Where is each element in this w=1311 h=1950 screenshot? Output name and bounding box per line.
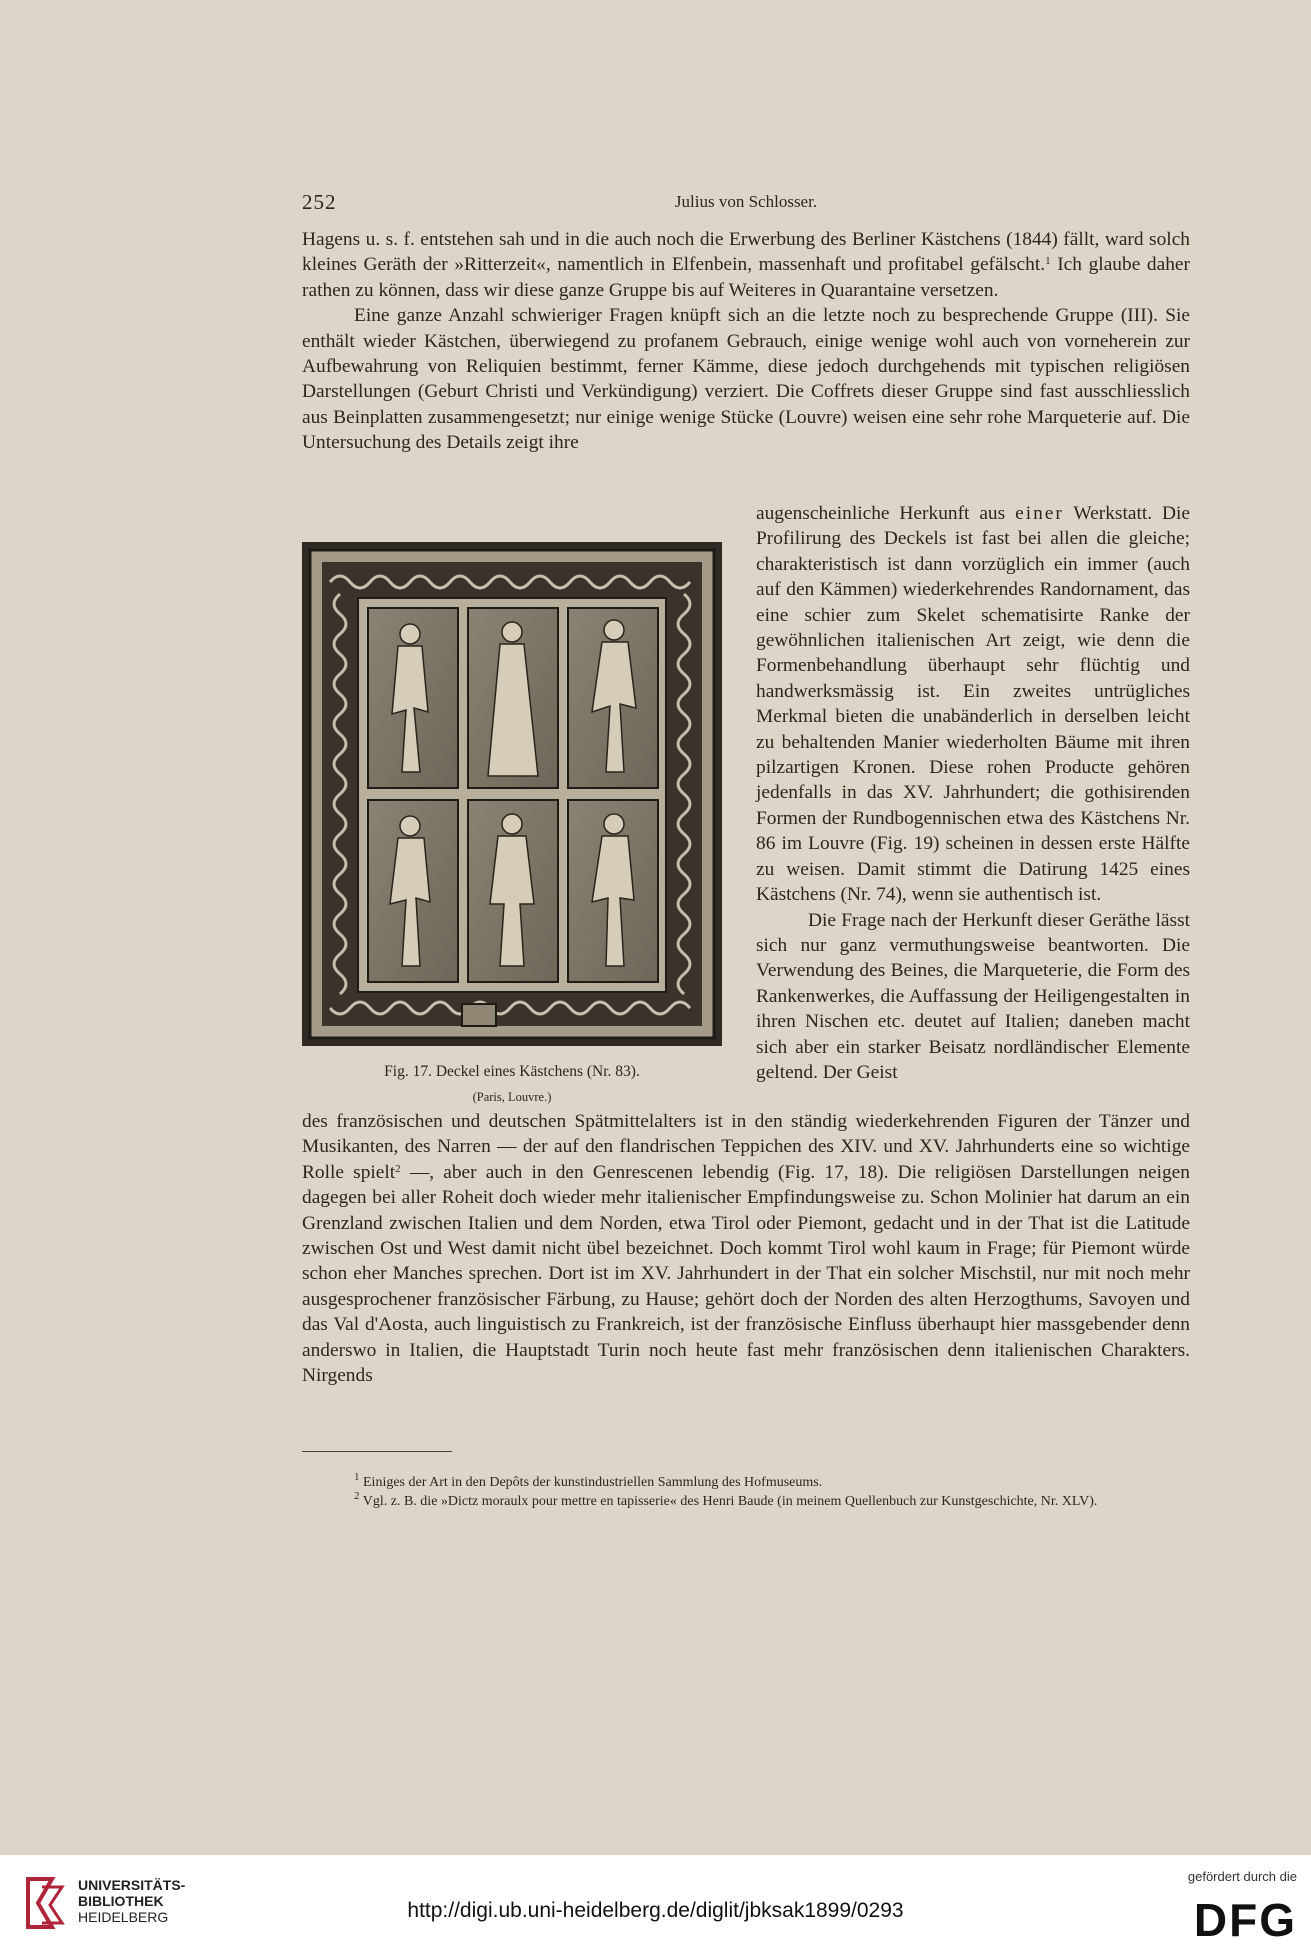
wrapped-paragraph-1: augenscheinliche Herkunft aus einer Werkstatt. Die Profilirung des Deckels ist fast bei allen die gleiche; charakteristisch ist dann vorzüglich ein immer (auch auf den Kämmen) wiederkehrendes Randornament, das eine schier zum Skelet schematisirte Ranke der gewöhnlichen italienischen Art zeigt, wie denn die Formenbehandlung überhaupt sehr flüchtig und handwerksmässig ist. Ein zweites untrügliches Merkmal bieten die unabänderlich in derselben leicht zu behaltenden Manier wiederholten Bäume mit ihren pilzartigen Kronen. Diese rohen Producte gehören jedenfalls in das XV. Jahrhundert; die gothisirenden Formen der Rundbogennischen etwa des Kästchens Nr. 86 im Louvre (Fig. 19) scheinen in dessen erste Hälfte zu weisen. Damit stimmt die Datirung 1425 eines Kästchens (Nr. 74), wenn sie authentisch ist.	[756, 503, 1190, 906]
figure-17	[302, 542, 722, 1106]
footnote-2: $^2$ Vgl. z. B. die »Dictz moraulx pour mettre en tapisserie« des Henri Baude (in meinem Quellenbuch zur Kunstgeschichte, Nr. XLV).	[354, 1490, 1098, 1509]
footnote-rule	[302, 1451, 452, 1452]
emphasis-einer: einer	[1015, 503, 1064, 524]
paragraph-1: Hagens u. s. f. entstehen sah und in die auch noch die Erwerbung des Berliner Kästchens (1844) fällt, ward solch kleines Geräth der »Ritterzeit«, namentlich in Elfenbein, massenhaft und profitabel gefälscht.$^1$ Ich glaube daher rathen zu können, dass wir diese ganze Gruppe bis auf Weiteres in Quarantaine versetzen.	[302, 229, 1190, 301]
page-number: 252	[302, 190, 337, 214]
permalink-url[interactable]: http://digi.ub.uni-heidelberg.de/diglit/jbksak1899/0293	[407, 1899, 904, 1922]
footnote-ref-2: 2	[395, 1162, 401, 1175]
paragraph-2: Eine ganze Anzahl schwieriger Fragen knüpft sich an die letzte noch zu besprechende Gruppe (III). Sie enthält wieder Kästchen, überwiegend zu profanem Gebrauch, einige wenige wohl auch von vorneherein zur Aufbewahrung von Reliquien bestimmt, ferner Kämme, diese jedoch durchgehends mit typischen religiösen Darstellungen (Geburt Christi und Verkündigung) verziert. Die Coffrets dieser Gruppe sind fast ausschliesslich aus Beinplatten zusammengesetzt; nur einige wenige Stücke (Louvre) weisen eine sehr rohe Marqueterie auf. Die Untersuchung des Details zeigt ihre	[302, 305, 1190, 454]
paragraph-3: des französischen und deutschen Spätmittelalters ist in den ständig wiederkehrenden Figuren der Tänzer und Musikanten, des Narren — der auf den flandrischen Teppichen des XIV. und XV. Jahrhunderts eine so wichtige Rolle spielt$^2$ —, aber auch in den Genrescenen lebendig (Fig. 17, 18). Die religiösen Darstellungen neigen dagegen bei aller Roheit doch wieder mehr italienischer Empfindungsweise zu. Schon Molinier hat darum an ein Grenzland zwischen Italien und dem Norden, etwa Tirol oder Piemont, gedacht und in der That ist die Latitude zwischen Ost und West damit nicht übel bezeichnet. Doch kommt Tirol wohl kaum in Frage; für Piemont würde schon eher Manches sprechen. Dort ist im XV. Jahrhundert in der That ein solcher Mischstil, nur mit noch mehr ausgesprochener französischer Färbung, zu Hause; gehört doch der Norden des alten Herzogthums, Savoyen und das Val d'Aosta, auch linguistisch zu Frankreich, ist der französische Einfluss überhaupt hier massgebender denn anderswo in Italien, die Hauptstadt Turin noch heute fast mehr französischen denn italienischen Charakters. Nirgends	[302, 1111, 1190, 1387]
funder-label: gefördert durch die	[1187, 1869, 1297, 1884]
figure-caption: Fig. 17. Deckel eines Kästchens (Nr. 83).	[384, 1063, 640, 1080]
viewer-footer	[0, 1855, 1311, 1950]
footnote-ref-1: 1	[1045, 255, 1051, 268]
footnote-1: $^1$ Einiges der Art in den Depôts der kunstindustriellen Sammlung des Hofmuseums.	[354, 1471, 823, 1490]
figure-source: (Paris, Louvre.)	[472, 1090, 552, 1104]
wrapped-column	[756, 501, 1190, 1085]
body-text-top	[302, 227, 1190, 456]
running-title: Julius von Schlosser.	[674, 192, 818, 211]
casket-lid-illustration	[302, 542, 722, 1046]
dfg-logo: DFG	[1193, 1894, 1297, 1946]
body-text-bottom	[302, 1109, 1190, 1388]
wrapped-paragraph-2: Die Frage nach der Herkunft dieser Geräthe lässt sich nur ganz vermuthungsweise beantworten. Die Verwendung des Beines, die Marqueterie, die Form des Rankenwerkes, die Auffassung der Heiligengestalten in ihren Nischen etc. deutet auf Italien; daneben macht sich aber ein starker Beisatz nordländischer Elemente geltend. Der Geist	[756, 909, 1190, 1083]
footnotes	[302, 1473, 1190, 1511]
running-head	[302, 190, 1190, 218]
university-library-name: UNIVERSITÄTS- BIBLIOTHEK HEIDELBERG	[78, 1877, 186, 1925]
